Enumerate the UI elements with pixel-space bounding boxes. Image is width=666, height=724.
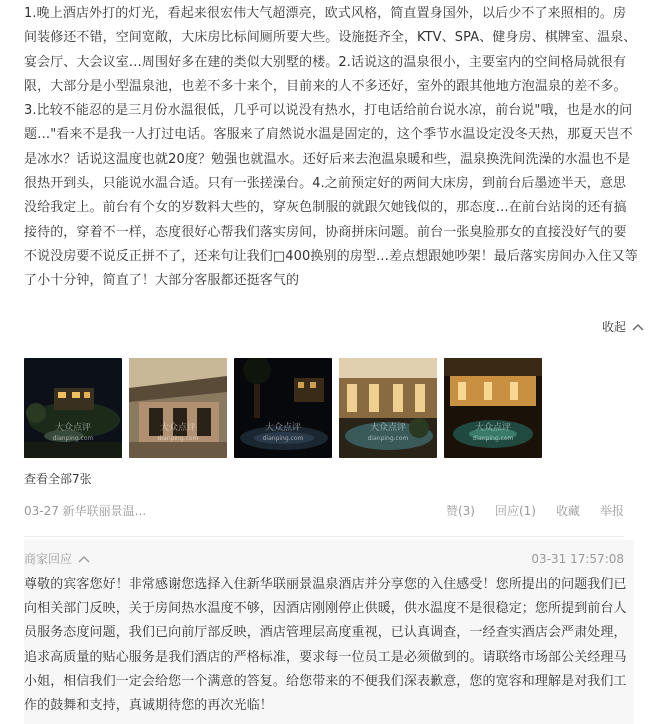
chevron-up-icon xyxy=(632,323,644,331)
merchant-reply-header xyxy=(24,550,624,567)
watermark: 大众点评 dianping.com xyxy=(157,423,199,442)
merchant-reply-label: 商家回应 xyxy=(24,552,73,566)
review-actions xyxy=(446,502,624,519)
photo-strip xyxy=(24,358,542,458)
watermark: 大众点评 dianping.com xyxy=(262,423,304,442)
view-all-photos-link[interactable]: 查看全部7张 xyxy=(24,472,92,486)
divider xyxy=(24,536,624,537)
photo-night-exterior[interactable] xyxy=(24,358,122,458)
review-date-shop[interactable]: 03-27 新华联丽景温... xyxy=(24,504,147,518)
photo-lit-garden[interactable] xyxy=(444,358,542,458)
review-meta xyxy=(24,502,624,519)
merchant-reply xyxy=(24,540,634,724)
watermark: 大众点评 dianping.com xyxy=(367,423,409,442)
report-button[interactable]: 举报 xyxy=(599,504,624,518)
collapse-button[interactable] xyxy=(602,318,644,335)
review-text: 1.晚上酒店外打的灯光，看起来很宏伟大气超漂亮，欧式风格，简直置身国外，以后少不了来照相的。房间装修还不错，空间宽敞，大床房比标间厕所要大些。设施挺齐全，KTV、SPA、健身房、棋牌室、温泉、宴会厅、大会议室…周围好多在建的类似大别墅的楼。2.话说这的温泉很小，主要室内的空间格局就很有限，大部分是小型温泉池，也差不多十来个，目前来的人不多还好，室外的跟其他地方泡温泉的差不多。3.比较不能忍的是三月份水温很低，几乎可以说没有热水，打电话给前台说水凉，前台说"哦，也是水的问题…"看来不是我一人打过电话。客服来了肩然说水温是固定的，这个季节水温设定没冬天热，那夏天岂不是冰水？话说这温度也就20度？勉强也就温水。还好后来去泡温泉暖和些，温泉换洗间洗澡的水温也不是很热开到头，只能说水温合适。只有一张搓澡台。4.之前预定好的两间大床房，到前台后墨迹半天，意思没给我定上。前台有个女的岁数料大些的，穿灰色制服的就跟欠她钱似的，那态度…在前台站岗的还有搞接待的，穿着不一样，态度很好心帮我们落实房间，协商拼床问题。前台一张臭脸那女的直接没好气的要不说没房要不说反正拼不了，还来句让我们□400换别的房型…差点想跟她吵架！最后落实房间办入住又等了小十分钟，简直了！大部分客服都还挺客气的 xyxy=(24,6,638,289)
photo-building-facade[interactable] xyxy=(129,358,227,458)
watermark: 大众点评 dianping.com xyxy=(472,423,514,442)
like-button[interactable]: 赞(3) xyxy=(445,504,475,518)
merchant-reply-toggle[interactable] xyxy=(24,550,90,567)
reply-button[interactable]: 回应(1) xyxy=(494,504,536,518)
chevron-up-icon xyxy=(78,555,90,563)
merchant-reply-timestamp: 03-31 17:57:08 xyxy=(531,551,624,566)
watermark: 大众点评 dianping.com xyxy=(52,423,94,442)
merchant-reply-text: 尊敬的宾客您好！非常感谢您选择入住新华联丽景温泉酒店并分享您的入住感受！您所提出的问题我们已向相关部门反映，关于房间热水温度不够，因酒店刚刚停止供暖，供水温度不是很稳定；您所提到前台人员服务态度问题，我们已向前厅部反映，酒店管理层高度重视，已认真调查，一经查实酒店会严肃处理，追求高质量的贴心服务是我们酒店的严格标准，要求每一位员工是必须做到的。请联络市场部公关经理马小姐，相信我们一定会给您一个满意的答复。给您带来的不便我们深表歉意，您的宽容和理解是对我们工作的鼓舞和支持，真诚期待您的再次光临！ xyxy=(24,577,627,714)
favorite-button[interactable]: 收藏 xyxy=(555,504,580,518)
photo-courtyard-pool[interactable] xyxy=(339,358,437,458)
collapse-label: 收起 xyxy=(601,320,626,334)
photo-night-pool[interactable] xyxy=(234,358,332,458)
